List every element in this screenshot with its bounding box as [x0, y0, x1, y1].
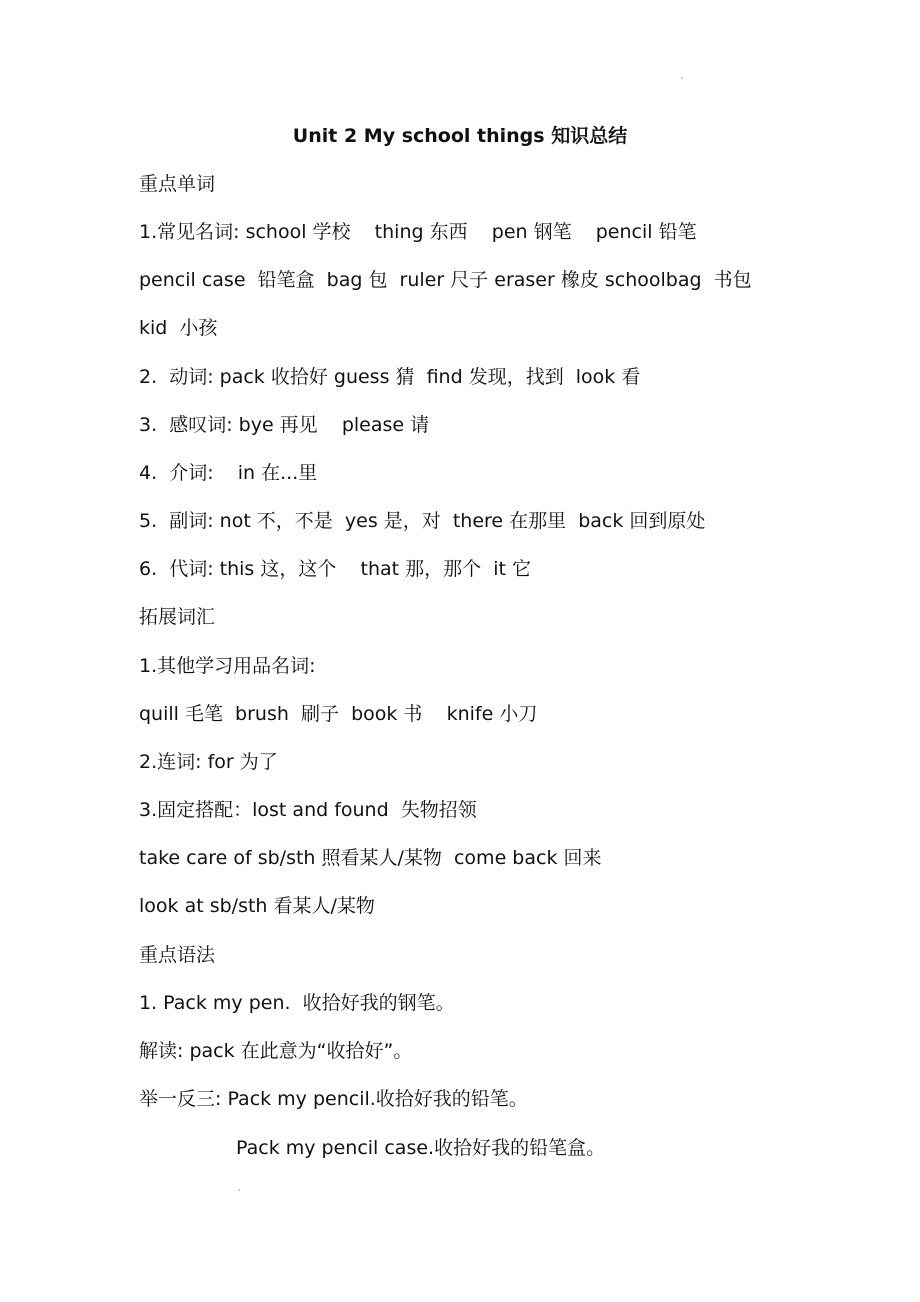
document-title: Unit 2 My school things 知识总结: [292, 125, 628, 147]
prepositions-line: 4. 介词: in 在...里: [139, 462, 318, 484]
pronouns-line: 6. 代词: this 这，这个 that 那，那个 it 它: [139, 558, 531, 580]
nouns-line: 1.常见名词: school 学校 thing 东西 pen 钢笔 pencil 铅笔: [139, 221, 697, 243]
conjunction-line: 2.连词: for 为了: [139, 751, 278, 773]
adverbs-line: 5. 副词: not 不，不是 yes 是，对 there 在那里 back 回到原处: [139, 510, 706, 532]
grammar-explanation: 解读: pack 在此意为“收拾好”。: [139, 1040, 413, 1062]
grammar-example-1: 1. Pack my pen. 收拾好我的钢笔。: [139, 992, 455, 1014]
scan-mark: [681, 77, 683, 79]
scan-mark: [238, 1189, 240, 1191]
verbs-line: 2. 动词: pack 收拾好 guess 猜 find 发现，找到 look 看: [139, 366, 641, 388]
section-heading-extended-vocab: 拓展词汇: [139, 606, 216, 628]
interjections-line: 3. 感叹词: bye 再见 please 请: [139, 414, 430, 436]
phrases-line-3: look at sb/sth 看某人/某物: [139, 895, 375, 917]
grammar-practice-1: 举一反三: Pack my pencil.收拾好我的铅笔。: [139, 1088, 528, 1110]
nouns-line-end: kid 小孩: [139, 317, 218, 339]
nouns-line-continued: pencil case 铅笔盒 bag 包 ruler 尺子 eraser 橡皮 schoolbag 书包: [139, 269, 752, 291]
section-heading-grammar: 重点语法: [139, 944, 216, 966]
other-supplies-line: quill 毛笔 brush 刷子 book 书 knife 小刀: [139, 703, 538, 725]
section-heading-key-words: 重点单词: [139, 173, 216, 195]
phrases-line-2: take care of sb/sth 照看某人/某物 come back 回来: [139, 847, 602, 869]
other-supplies-heading: 1.其他学习用品名词:: [139, 655, 316, 677]
phrases-line: 3.固定搭配：lost and found 失物招领: [139, 799, 477, 821]
grammar-practice-2: Pack my pencil case.收拾好我的铅笔盒。: [236, 1137, 606, 1159]
